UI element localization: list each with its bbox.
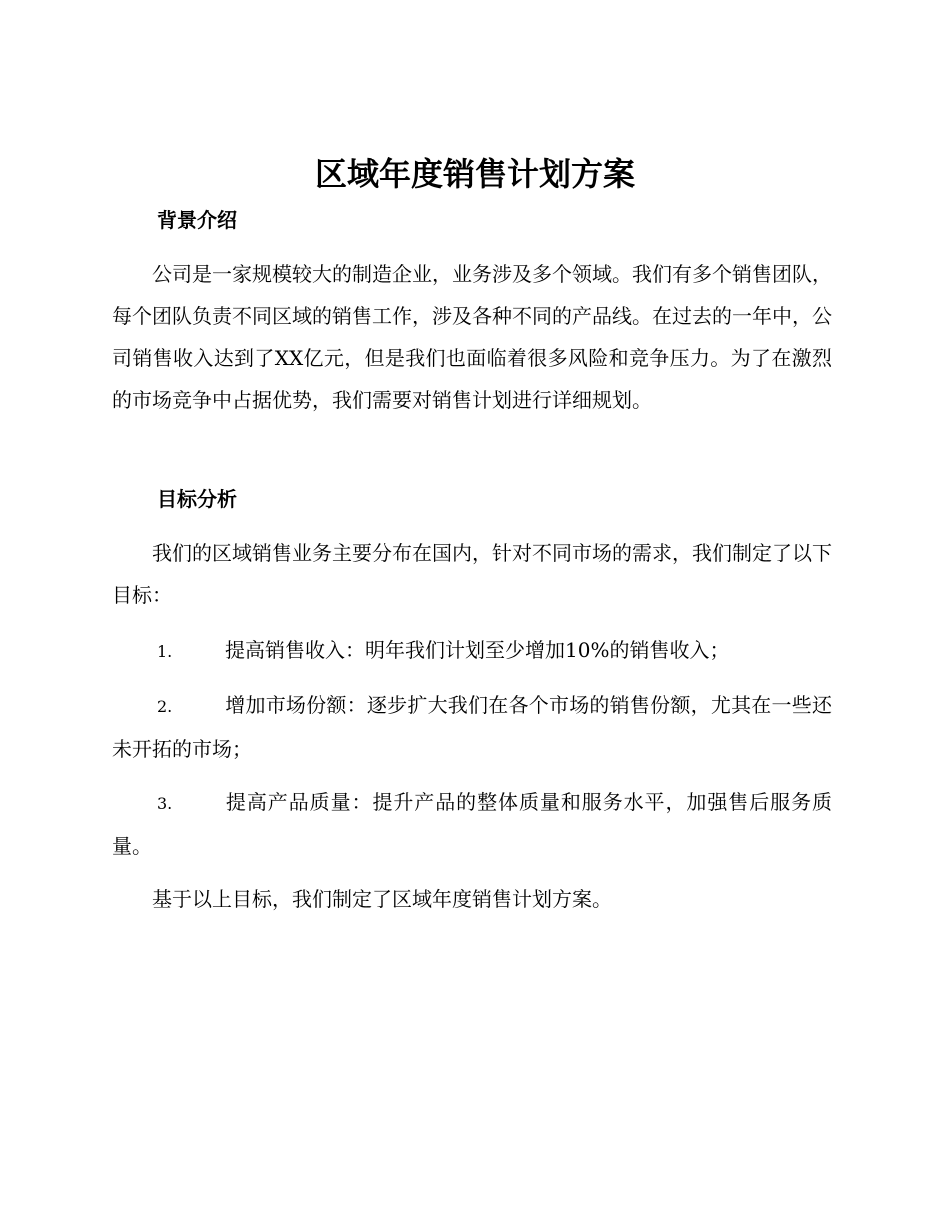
list-item-text: 提高销售收入：明年我们计划至少增加10%的销售收入； xyxy=(225,638,730,662)
list-item xyxy=(112,629,832,673)
list-item-number: 1. xyxy=(157,642,173,661)
list-item-number: 2. xyxy=(157,697,173,716)
conclusion-paragraph: 基于以上目标，我们制定了区域年度销售计划方案。 xyxy=(152,887,612,911)
document-title: 区域年度销售计划方案 xyxy=(314,155,635,193)
list-item-text: 提高产品质量：提升产品的整体质量和服务水平，加强售后服务质量。 xyxy=(112,790,832,858)
list-item-text: 增加市场份额：逐步扩大我们在各个市场的销售份额，尤其在一些还未开拓的市场； xyxy=(112,693,832,761)
list-item xyxy=(112,684,832,770)
goals-intro-paragraph: 我们的区域销售业务主要分布在国内，针对不同市场的需求，我们制定了以下目标： xyxy=(112,541,832,607)
section-heading-goals: 目标分析 xyxy=(157,487,237,511)
list-item xyxy=(112,781,832,867)
background-paragraph: 公司是一家规模较大的制造企业，业务涉及多个领域。我们有多个销售团队，每个团队负责不同区域的销售工作，涉及各种不同的产品线。在过去的一年中，公司销售收入达到了XX亿元，但是我们也面临着很多风险和竞争压力。为了在激烈的市场竞争中占据优势，我们需要对销售计划进行详细规划。 xyxy=(112,262,832,412)
section-heading-background: 背景介绍 xyxy=(157,208,237,232)
list-item-number: 3. xyxy=(157,794,173,813)
